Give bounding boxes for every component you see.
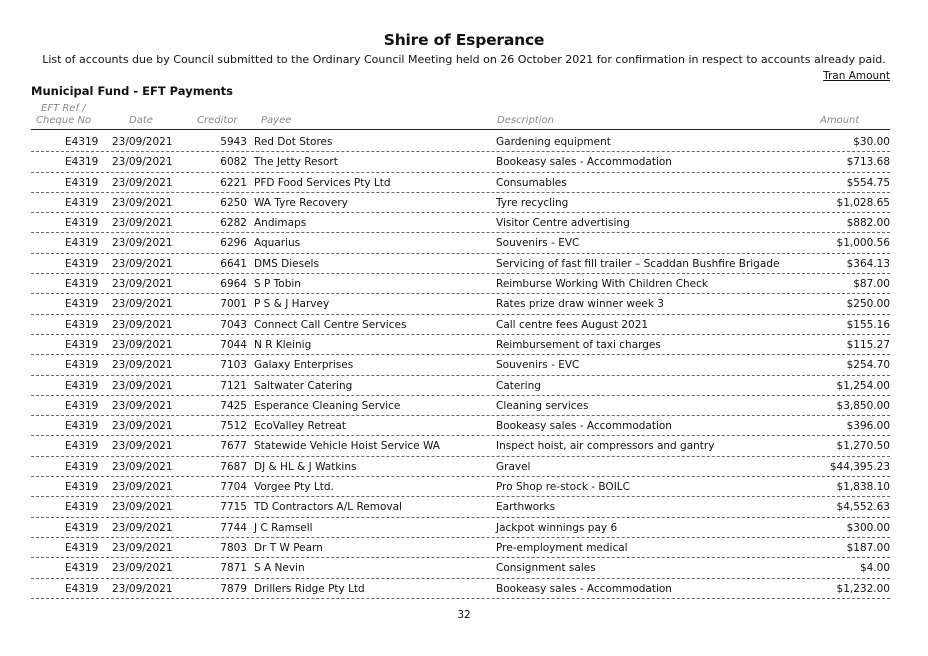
row-payee: The Jetty Resort	[254, 156, 338, 169]
row-ref: E4319	[65, 440, 99, 453]
row-description: Cleaning services	[496, 399, 589, 412]
row-date: 23/09/2021	[112, 359, 173, 372]
row-creditor: 6641	[220, 257, 247, 270]
row-date: 23/09/2021	[112, 379, 173, 392]
row-creditor: 6282	[220, 217, 247, 230]
row-date: 23/09/2021	[112, 196, 173, 209]
col-header-ref-line2: Cheque No	[36, 115, 92, 126]
row-payee: S A Nevin	[254, 562, 305, 575]
row-creditor: 7425	[220, 399, 247, 412]
row-payee: S P Tobin	[254, 278, 301, 291]
row-date: 23/09/2021	[112, 460, 173, 473]
row-description: Inspect hoist, air compressors and gantry	[496, 440, 715, 453]
row-amount: $713.68	[846, 156, 890, 169]
row-payee: Andimaps	[254, 217, 307, 230]
row-creditor: 7103	[220, 359, 247, 372]
row-date: 23/09/2021	[112, 338, 173, 351]
row-description: Gravel	[496, 460, 531, 473]
row-date: 23/09/2021	[112, 278, 173, 291]
row-date: 23/09/2021	[112, 257, 173, 270]
row-ref: E4319	[65, 298, 99, 311]
row-creditor: 6296	[220, 237, 247, 250]
row-ref: E4319	[65, 196, 99, 209]
row-amount: $30.00	[853, 136, 890, 148]
row-amount: $250.00	[846, 298, 890, 311]
row-creditor: 7687	[220, 460, 247, 473]
row-description: Consignment sales	[496, 562, 596, 575]
page-number: 32	[457, 609, 471, 621]
payments-table-body	[0, 132, 928, 599]
row-amount: $3,850.00	[836, 399, 890, 412]
row-date: 23/09/2021	[112, 136, 173, 148]
row-description: Catering	[496, 379, 541, 392]
row-creditor: 7677	[220, 440, 247, 453]
row-description: Reimburse Working With Children Check	[496, 278, 708, 291]
row-description: Souvenirs - EVC	[496, 359, 580, 372]
row-description: Call centre fees August 2021	[496, 318, 649, 331]
row-date: 23/09/2021	[112, 541, 173, 554]
row-ref: E4319	[65, 541, 99, 554]
row-amount: $44,395.23	[829, 460, 890, 473]
table-row	[31, 558, 890, 578]
table-row	[31, 335, 890, 355]
row-ref: E4319	[65, 420, 99, 433]
table-row	[31, 376, 890, 396]
row-amount: $1,232.00	[836, 582, 890, 595]
row-creditor: 7803	[220, 541, 247, 554]
row-date: 23/09/2021	[112, 217, 173, 230]
row-date: 23/09/2021	[112, 521, 173, 534]
row-description: Souvenirs - EVC	[496, 237, 580, 250]
row-amount: $4.00	[859, 562, 890, 575]
row-creditor: 7001	[220, 298, 247, 311]
row-description: Pre-employment medical	[496, 541, 628, 554]
table-row	[31, 294, 890, 314]
table-row	[31, 497, 890, 517]
row-description: Rates prize draw winner week 3	[496, 298, 664, 311]
table-row	[31, 152, 890, 172]
document-title: Shire of Esperance	[383, 31, 545, 49]
table-row	[31, 193, 890, 213]
header-divider	[31, 129, 890, 130]
row-payee: Red Dot Stores	[254, 136, 333, 148]
row-amount: $87.00	[853, 278, 890, 291]
row-date: 23/09/2021	[112, 440, 173, 453]
row-creditor: 6964	[220, 278, 247, 291]
row-date: 23/09/2021	[112, 501, 173, 514]
table-row	[31, 233, 890, 253]
row-creditor: 7044	[220, 338, 247, 351]
row-ref: E4319	[65, 176, 99, 189]
row-creditor: 7512	[220, 420, 247, 433]
row-amount: $187.00	[846, 541, 890, 554]
row-ref: E4319	[65, 379, 99, 392]
row-payee: WA Tyre Recovery	[254, 196, 348, 209]
row-ref: E4319	[65, 257, 99, 270]
row-creditor: 7121	[220, 379, 247, 392]
row-ref: E4319	[65, 399, 99, 412]
row-payee: TD Contractors A/L Removal	[254, 501, 402, 514]
row-amount: $1,254.00	[836, 379, 890, 392]
table-row	[31, 213, 890, 233]
table-row	[31, 396, 890, 416]
row-description: Visitor Centre advertising	[496, 217, 630, 230]
row-date: 23/09/2021	[112, 318, 173, 331]
row-payee: Esperance Cleaning Service	[254, 399, 401, 412]
row-amount: $396.00	[846, 420, 890, 433]
row-ref: E4319	[65, 156, 99, 169]
row-date: 23/09/2021	[112, 481, 173, 494]
col-header-date: Date	[129, 115, 153, 126]
row-ref: E4319	[65, 338, 99, 351]
row-creditor: 7704	[220, 481, 247, 494]
row-payee: Dr T W Pearn	[254, 541, 323, 554]
row-date: 23/09/2021	[112, 562, 173, 575]
row-payee: J C Ramsell	[254, 521, 313, 534]
row-description: Earthworks	[496, 501, 556, 514]
row-creditor: 7744	[220, 521, 247, 534]
row-ref: E4319	[65, 217, 99, 230]
row-ref: E4319	[65, 318, 99, 331]
table-row	[31, 274, 890, 294]
row-amount: $115.27	[846, 338, 890, 351]
table-row	[31, 315, 890, 335]
row-description: Bookeasy sales - Accommodation	[496, 156, 672, 169]
row-amount: $300.00	[846, 521, 890, 534]
row-ref: E4319	[65, 278, 99, 291]
row-date: 23/09/2021	[112, 420, 173, 433]
row-amount: $4,552.63	[836, 501, 890, 514]
row-payee: Aquarius	[254, 237, 301, 250]
row-amount: $1,270.50	[836, 440, 890, 453]
row-description: Consumables	[496, 176, 567, 189]
row-payee: N R Kleinig	[254, 338, 312, 351]
row-amount: $1,028.65	[836, 196, 890, 209]
row-date: 23/09/2021	[112, 156, 173, 169]
row-creditor: 6082	[220, 156, 247, 169]
row-payee: Drillers Ridge Pty Ltd	[254, 582, 365, 595]
table-row	[31, 518, 890, 538]
row-payee: DJ & HL & J Watkins	[254, 460, 357, 473]
row-date: 23/09/2021	[112, 298, 173, 311]
row-description: Reimbursement of taxi charges	[496, 338, 661, 351]
row-amount: $554.75	[846, 176, 890, 189]
row-creditor: 7715	[220, 501, 247, 514]
table-row	[31, 477, 890, 497]
row-creditor: 5943	[220, 136, 247, 148]
document-subtitle: List of accounts due by Council submitted to the Ordinary Council Meeting held on 26 October 2021 for confirmation in respect to accounts already paid.	[42, 53, 886, 66]
table-row	[31, 355, 890, 375]
row-creditor: 6221	[220, 176, 247, 189]
row-payee: P S & J Harvey	[254, 298, 330, 311]
row-payee: Vorgee Pty Ltd.	[254, 481, 334, 494]
col-header-amount: Amount	[820, 115, 860, 126]
row-amount: $1,000.56	[836, 237, 890, 250]
row-payee: PFD Food Services Pty Ltd	[254, 176, 391, 189]
table-row	[31, 579, 890, 599]
table-row	[31, 132, 890, 152]
row-creditor: 7879	[220, 582, 247, 595]
row-ref: E4319	[65, 136, 99, 148]
col-header-ref-line1: EFT Ref /	[41, 103, 86, 114]
tran-amount-label: Tran Amount	[823, 70, 890, 82]
row-amount: $1,838.10	[836, 481, 890, 494]
row-payee: EcoValley Retreat	[254, 420, 346, 433]
col-header-description: Description	[497, 115, 554, 126]
row-amount: $882.00	[846, 217, 890, 230]
row-description: Gardening equipment	[496, 136, 611, 148]
section-title: Municipal Fund - EFT Payments	[31, 84, 234, 98]
row-ref: E4319	[65, 582, 99, 595]
row-payee: Saltwater Catering	[254, 379, 353, 392]
row-date: 23/09/2021	[112, 582, 173, 595]
row-description: Tyre recycling	[496, 196, 569, 209]
table-row	[31, 436, 890, 456]
row-ref: E4319	[65, 359, 99, 372]
row-ref: E4319	[65, 460, 99, 473]
row-ref: E4319	[65, 481, 99, 494]
row-amount: $254.70	[846, 359, 890, 372]
row-payee: Galaxy Enterprises	[254, 359, 354, 372]
row-description: Pro Shop re-stock - BOILC	[496, 481, 630, 494]
col-header-payee: Payee	[261, 115, 292, 126]
table-row	[31, 416, 890, 436]
table-row	[31, 457, 890, 477]
table-row	[31, 254, 890, 274]
row-ref: E4319	[65, 562, 99, 575]
row-description: Jackpot winnings pay 6	[496, 521, 618, 534]
row-creditor: 7043	[220, 318, 247, 331]
row-date: 23/09/2021	[112, 237, 173, 250]
row-ref: E4319	[65, 521, 99, 534]
row-ref: E4319	[65, 237, 99, 250]
table-row	[31, 173, 890, 193]
row-description: Servicing of fast fill trailer – Scaddan Bushfire Brigade	[496, 257, 780, 270]
row-creditor: 7871	[220, 562, 247, 575]
row-date: 23/09/2021	[112, 399, 173, 412]
col-header-creditor: Creditor	[197, 115, 238, 126]
row-description: Bookeasy sales - Accommodation	[496, 420, 672, 433]
row-payee: DMS Diesels	[254, 257, 319, 270]
row-date: 23/09/2021	[112, 176, 173, 189]
row-payee: Connect Call Centre Services	[254, 318, 407, 331]
row-amount: $155.16	[846, 318, 890, 331]
row-payee: Statewide Vehicle Hoist Service WA	[254, 440, 440, 453]
row-description: Bookeasy sales - Accommodation	[496, 582, 672, 595]
row-creditor: 6250	[220, 196, 247, 209]
row-amount: $364.13	[846, 257, 890, 270]
table-row	[31, 538, 890, 558]
row-ref: E4319	[65, 501, 99, 514]
